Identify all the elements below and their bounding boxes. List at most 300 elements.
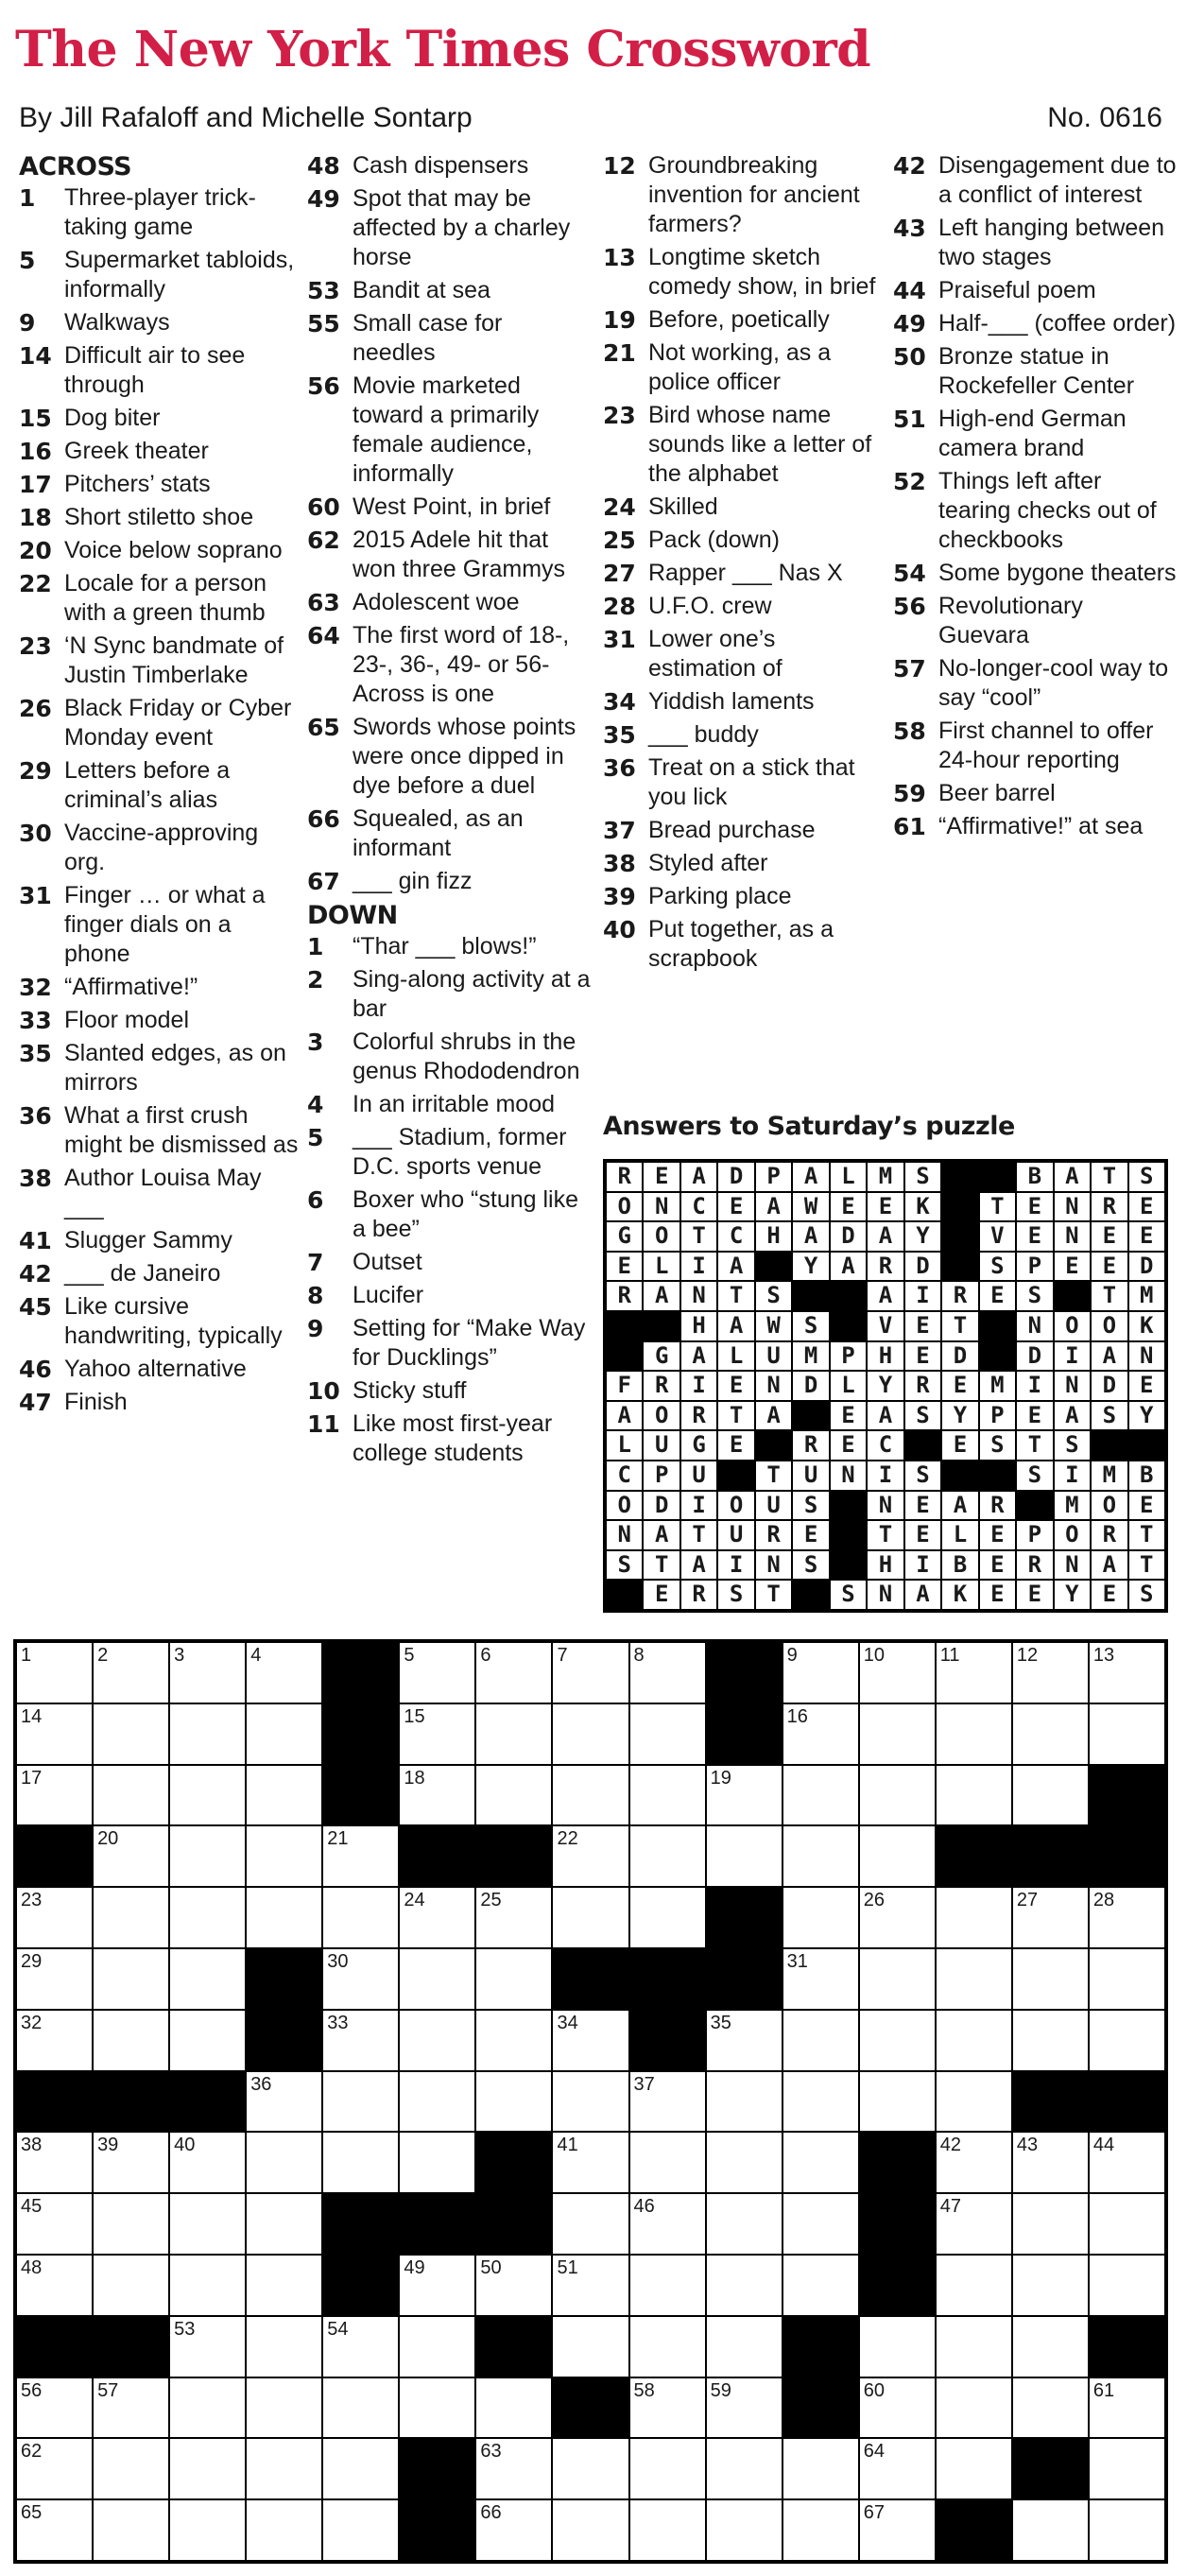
clue-text: U.F.O. crew [648,593,772,619]
grid-cell[interactable] [1013,2011,1088,2070]
grid-cell[interactable] [783,1826,858,1886]
grid-cell[interactable] [17,1643,92,1703]
grid-cell[interactable] [707,2011,782,2070]
answer-cell: K [942,1581,977,1609]
cell-number: 21 [327,1828,349,1850]
grid-cell[interactable] [707,1826,782,1886]
grid-cell[interactable] [1013,1704,1088,1764]
cell-number: 34 [557,2012,578,2033]
clue [19,470,302,499]
answer-cell: A [681,1163,716,1191]
grid-cell[interactable] [783,2439,858,2498]
answer-cell: P [831,1342,866,1371]
clue-number: 64 [307,622,340,649]
grid-cell[interactable] [1090,2194,1164,2254]
grid-cell[interactable] [94,2133,168,2192]
grid-cell[interactable] [170,1704,245,1764]
clue-text: Letters before a criminal’s alias [64,757,231,813]
grid-cell[interactable] [1013,1888,1088,1947]
answer-cell: V [868,1312,903,1340]
answer-cell: R [980,1492,1015,1520]
answer-cell: N [1055,1551,1090,1580]
grid-cell[interactable] [323,2378,398,2438]
clue-number: 32 [19,974,52,1001]
grid-cell[interactable] [247,2256,321,2315]
grid-cell[interactable] [247,2072,321,2132]
clue-text: Three-player trick-taking game [64,184,256,240]
grid-cell[interactable] [860,2439,935,2498]
grid-cell[interactable] [247,2500,321,2560]
grid-cell[interactable] [553,2072,628,2132]
grid-cell[interactable] [783,1949,858,2009]
grid-cell[interactable] [553,1826,628,1886]
grid-cell[interactable] [630,1888,705,1947]
grid-cell[interactable] [400,1888,474,1947]
clue-number: 62 [307,527,340,554]
grid-cell[interactable] [707,2317,782,2377]
grid-cell[interactable] [400,2256,474,2315]
answer-cell: N [681,1282,716,1310]
grid-cell[interactable] [400,2317,474,2377]
clue-number: 1 [19,184,36,212]
clue [603,305,886,335]
grid-cell[interactable] [323,2011,398,2070]
clue [603,720,886,750]
grid-cell[interactable] [170,2439,245,2498]
puzzle-title: The New York Times Crossword [15,21,871,78]
grid-cell[interactable] [476,1766,551,1825]
answer-cell: M [793,1342,828,1371]
grid-cell[interactable] [707,2256,782,2315]
grid-cell[interactable] [707,2194,782,2254]
answer-cell: E [1129,1222,1164,1251]
grid-cell[interactable] [937,1766,1011,1825]
cell-number: 12 [1016,1645,1039,1666]
grid-cell[interactable] [630,2194,705,2254]
grid-cell[interactable] [400,1643,474,1703]
answer-cell: E [831,1431,866,1460]
answer-cell: A [1055,1163,1090,1191]
answer-cell: S [980,1431,1015,1460]
answer-cell: R [607,1163,642,1191]
clue-text: ___ Stadium, former D.C. sports venue [353,1124,567,1180]
grid-cell[interactable] [553,2011,628,2070]
grid-cell[interactable] [247,2194,321,2254]
clue-text: Bird whose name sounds like a letter of the alphabet [648,402,872,487]
grid-cell[interactable] [1090,2011,1164,2070]
answer-cell: P [1017,1521,1052,1549]
grid-cell[interactable] [400,1704,474,1764]
grid-cell[interactable] [1090,1888,1164,1947]
clue [603,151,886,239]
clue-number: 56 [893,593,926,620]
grid-cell[interactable] [937,1704,1011,1764]
answer-cell: R [681,1581,716,1609]
grid-cell[interactable] [323,1888,398,1947]
cell-number: 51 [557,2256,578,2278]
grid-cell[interactable] [553,1766,628,1825]
grid-cell[interactable] [860,2072,935,2132]
grid-cell[interactable] [553,2133,628,2192]
grid-cell[interactable] [630,2072,705,2132]
grid-cell[interactable] [17,2194,92,2254]
grid-cell[interactable] [783,1766,858,1825]
grid-cell[interactable] [323,2500,398,2560]
answer-cell: S [793,1492,828,1520]
black-square [707,1643,782,1703]
clue-text: ‘N Sync bandmate of Justin Timberlake [64,632,284,688]
answer-cell: A [1055,1402,1090,1430]
grid-cell[interactable] [170,2317,245,2377]
clue-text: Before, poetically [648,306,830,333]
grid-cell[interactable] [17,2133,92,2192]
grid-cell[interactable] [630,2500,705,2560]
answer-cell: S [756,1282,791,1310]
grid-cell[interactable] [1090,1949,1164,2009]
answer-cell: E [1017,1193,1052,1221]
grid-cell[interactable] [860,1888,935,1947]
black-square [323,1766,398,1825]
answer-cell: E [1017,1402,1052,1430]
grid-cell[interactable] [247,1643,321,1703]
grid-cell[interactable] [400,1949,474,2009]
clue [307,621,591,709]
grid-cell[interactable] [323,2317,398,2377]
grid-cell[interactable] [783,2011,858,2070]
clue-number: 28 [603,593,636,620]
answer-cell: I [718,1551,753,1580]
clue [307,1123,591,1182]
answer-cell: N [868,1492,903,1520]
grid-cell[interactable] [937,2133,1011,2192]
answer-cell: L [718,1342,753,1371]
grid-cell[interactable] [553,2439,628,2498]
grid-cell[interactable] [247,2133,321,2192]
answer-cell: A [793,1163,828,1191]
answer-cell: A [644,1521,679,1549]
cell-number: 26 [863,1890,885,1911]
grid-cell[interactable] [707,2500,782,2560]
clue-number: 31 [603,626,636,653]
clue-number: 6 [307,1186,324,1214]
grid-cell[interactable] [783,1643,858,1703]
clue [603,559,886,588]
grid-cell[interactable] [860,2317,935,2377]
grid-cell[interactable] [476,2500,551,2560]
grid-cell[interactable] [937,1888,1011,1947]
answer-cell: F [607,1372,642,1400]
grid-cell[interactable] [17,2011,92,2070]
answer-cell: H [868,1342,903,1371]
grid-cell[interactable] [94,2011,168,2070]
answer-cell: E [1017,1581,1052,1609]
answer-cell: A [905,1581,940,1609]
grid-cell[interactable] [937,2194,1011,2254]
clue-text: “Affirmative!” [64,974,198,1000]
clue [893,779,1177,808]
clue [19,756,302,815]
grid-cell[interactable] [553,1704,628,1764]
grid-cell[interactable] [247,2317,321,2377]
clue-column-3 [603,151,886,977]
grid-cell[interactable] [476,2072,551,2132]
grid-cell[interactable] [553,2500,628,2560]
grid-cell[interactable] [1013,2317,1088,2377]
grid-cell[interactable] [247,1766,321,1825]
grid-cell[interactable] [1090,2133,1164,2192]
grid-cell[interactable] [17,2256,92,2315]
grid-cell[interactable] [476,1704,551,1764]
grid-cell[interactable] [707,1766,782,1825]
answer-cell: W [756,1312,791,1340]
grid-cell[interactable] [860,1949,935,2009]
grid-cell[interactable] [247,1888,321,1947]
answer-cell: A [756,1402,791,1430]
grid-cell[interactable] [1013,1766,1088,1825]
grid-cell[interactable] [1013,1643,1088,1703]
grid-cell[interactable] [783,1888,858,1947]
grid-cell[interactable] [476,2011,551,2070]
grid-cell[interactable] [630,2439,705,2498]
grid-cell[interactable] [1013,2378,1088,2438]
grid-cell[interactable] [1013,1949,1088,2009]
grid-cell[interactable] [170,1826,245,1886]
clue-text: Dog biter [64,405,161,431]
answer-cell: E [1129,1492,1164,1520]
cell-number: 30 [327,1950,349,1972]
answer-cell: E [905,1521,940,1549]
grid-cell[interactable] [1013,2256,1088,2315]
grid-cell[interactable] [476,2256,551,2315]
grid-cell[interactable] [937,2317,1011,2377]
grid-cell[interactable] [400,1766,474,1825]
grid-cell[interactable] [630,1826,705,1886]
grid-cell[interactable] [707,2378,782,2438]
clue-text: Small case for needles [353,310,503,366]
answer-cell: N [831,1461,866,1490]
grid-cell[interactable] [630,1766,705,1825]
grid-cell[interactable] [707,2133,782,2192]
answer-cell: A [756,1193,791,1221]
grid-cell[interactable] [630,2317,705,2377]
grid-cell[interactable] [630,1643,705,1703]
grid-cell[interactable] [323,2072,398,2132]
grid-cell[interactable] [323,2439,398,2498]
cell-number: 16 [786,1705,808,1727]
clue [893,592,1177,650]
answer-cell: Y [793,1253,828,1281]
answer-cell: H [681,1312,716,1340]
grid-cell[interactable] [476,1888,551,1947]
grid-cell[interactable] [1013,2500,1088,2560]
answer-black-square [756,1431,791,1460]
grid-cell[interactable] [783,2500,858,2560]
answer-cell: A [868,1222,903,1251]
clue [307,1028,591,1086]
grid-cell[interactable] [783,2072,858,2132]
grid-cell[interactable] [17,1949,92,2009]
grid-cell[interactable] [323,1826,398,1886]
answer-cell: Y [868,1372,903,1400]
grid-cell[interactable] [247,1704,321,1764]
grid-cell[interactable] [400,2072,474,2132]
grid-cell[interactable] [937,2378,1011,2438]
grid-cell[interactable] [553,2194,628,2254]
grid-cell[interactable] [323,2133,398,2192]
clue-text: Slugger Sammy [64,1227,232,1253]
grid-cell[interactable] [400,2011,474,2070]
grid-cell[interactable] [94,1704,168,1764]
grid-cell[interactable] [707,2072,782,2132]
grid-cell[interactable] [170,2011,245,2070]
grid-cell[interactable] [170,2133,245,2192]
clue [19,973,302,1002]
clue [307,1376,591,1406]
grid-cell[interactable] [937,2439,1011,2498]
grid-cell[interactable] [94,1888,168,1947]
answer-cell: S [1017,1282,1052,1310]
grid-cell[interactable] [170,1949,245,2009]
grid-cell[interactable] [400,2133,474,2192]
answer-cell: Y [942,1402,977,1430]
grid-cell[interactable] [247,2439,321,2498]
answer-black-square [831,1521,866,1549]
grid-cell[interactable] [860,2011,935,2070]
grid-cell[interactable] [1090,1704,1164,1764]
grid-cell[interactable] [783,2256,858,2315]
grid-cell[interactable] [476,2439,551,2498]
grid-cell[interactable] [707,2439,782,2498]
grid-cell[interactable] [860,1643,935,1703]
grid-cell[interactable] [17,2500,92,2560]
black-square [94,2072,168,2132]
clue-text: Walkways [64,309,170,336]
answer-cell: O [644,1222,679,1251]
clue-number: 26 [19,695,52,722]
answer-black-square [980,1342,1015,1371]
grid-cell[interactable] [476,2378,551,2438]
grid-cell[interactable] [17,2439,92,2498]
clue-number: 30 [19,820,52,847]
clue-text: Like cursive handwriting, typically [64,1293,283,1349]
clue-text: Parking place [648,883,792,909]
grid-cell[interactable] [94,2439,168,2498]
clue-text: Lower one’s estimation of [648,626,783,682]
grid-cell[interactable] [553,1643,628,1703]
answer-cell: D [905,1253,940,1281]
grid-cell[interactable] [1090,1643,1164,1703]
clue-number: 49 [307,185,340,213]
clue-text: Not working, as a police officer [648,339,832,395]
grid-cell[interactable] [170,2500,245,2560]
grid-cell[interactable] [170,1766,245,1825]
grid-cell[interactable] [1013,2133,1088,2192]
clue-number: 55 [307,310,340,337]
grid-cell[interactable] [1013,2194,1088,2254]
answer-cell: G [644,1342,679,1371]
cell-number: 46 [633,2196,655,2218]
grid-cell[interactable] [937,1949,1011,2009]
grid-cell[interactable] [860,2500,935,2560]
black-square [400,1826,474,1886]
grid-cell[interactable] [323,1949,398,2009]
grid-cell[interactable] [400,2378,474,2438]
grid-cell[interactable] [17,2378,92,2438]
clue [19,536,302,565]
grid-cell[interactable] [94,1826,168,1886]
grid-cell[interactable] [247,2378,321,2438]
cell-number: 41 [557,2135,578,2156]
clue-number: 21 [603,339,636,367]
clue-text: Difficult air to see through [64,342,246,398]
cell-number: 25 [480,1890,502,1911]
grid-cell[interactable] [553,2256,628,2315]
answer-black-square [607,1581,642,1609]
grid-cell[interactable] [17,1704,92,1764]
grid-cell[interactable] [783,2133,858,2192]
grid-cell[interactable] [94,2256,168,2315]
grid-cell[interactable] [783,1704,858,1764]
grid-cell[interactable] [937,2011,1011,2070]
clue-number: 13 [603,244,636,271]
grid-cell[interactable] [17,1766,92,1825]
clue-text: Black Friday or Cyber Monday event [64,695,292,751]
clue-number: 5 [307,1124,324,1151]
grid-cell[interactable] [94,1766,168,1825]
answer-cell: L [644,1253,679,1281]
grid-cell[interactable] [94,2378,168,2438]
grid-cell[interactable] [94,2194,168,2254]
grid-cell[interactable] [94,1949,168,2009]
grid-cell[interactable] [17,1888,92,1947]
grid-cell[interactable] [860,1766,935,1825]
clue-number: 47 [19,1389,52,1416]
grid-cell[interactable] [630,2378,705,2438]
grid-cell[interactable] [1090,2378,1164,2438]
grid-cell[interactable] [170,2194,245,2254]
grid-cell[interactable] [94,1643,168,1703]
answer-cell: I [681,1253,716,1281]
grid-cell[interactable] [937,2072,1011,2132]
grid-cell[interactable] [170,2256,245,2315]
grid-cell[interactable] [476,1949,551,2009]
grid-cell[interactable] [783,2194,858,2254]
grid-cell[interactable] [937,2256,1011,2315]
grid-cell[interactable] [94,2500,168,2560]
grid-cell[interactable] [553,1888,628,1947]
grid-cell[interactable] [170,2378,245,2438]
answer-cell: D [1092,1372,1127,1400]
grid-cell[interactable] [630,2133,705,2192]
grid-cell[interactable] [1090,2439,1164,2498]
grid-cell[interactable] [170,1643,245,1703]
grid-cell[interactable] [860,2378,935,2438]
grid-cell[interactable] [247,1826,321,1886]
grid-cell[interactable] [1090,2256,1164,2315]
cell-number: 35 [710,2012,731,2033]
grid-cell[interactable] [476,1643,551,1703]
clue-number: 60 [307,493,340,521]
grid-cell[interactable] [860,1704,935,1764]
grid-cell[interactable] [170,1888,245,1947]
grid-cell[interactable] [937,1643,1011,1703]
grid-cell[interactable] [553,2317,628,2377]
grid-cell[interactable] [860,1826,935,1886]
grid-cell[interactable] [1090,2500,1164,2560]
grid-cell[interactable] [630,2256,705,2315]
black-square [476,2194,551,2254]
grid-cell[interactable] [630,1704,705,1764]
